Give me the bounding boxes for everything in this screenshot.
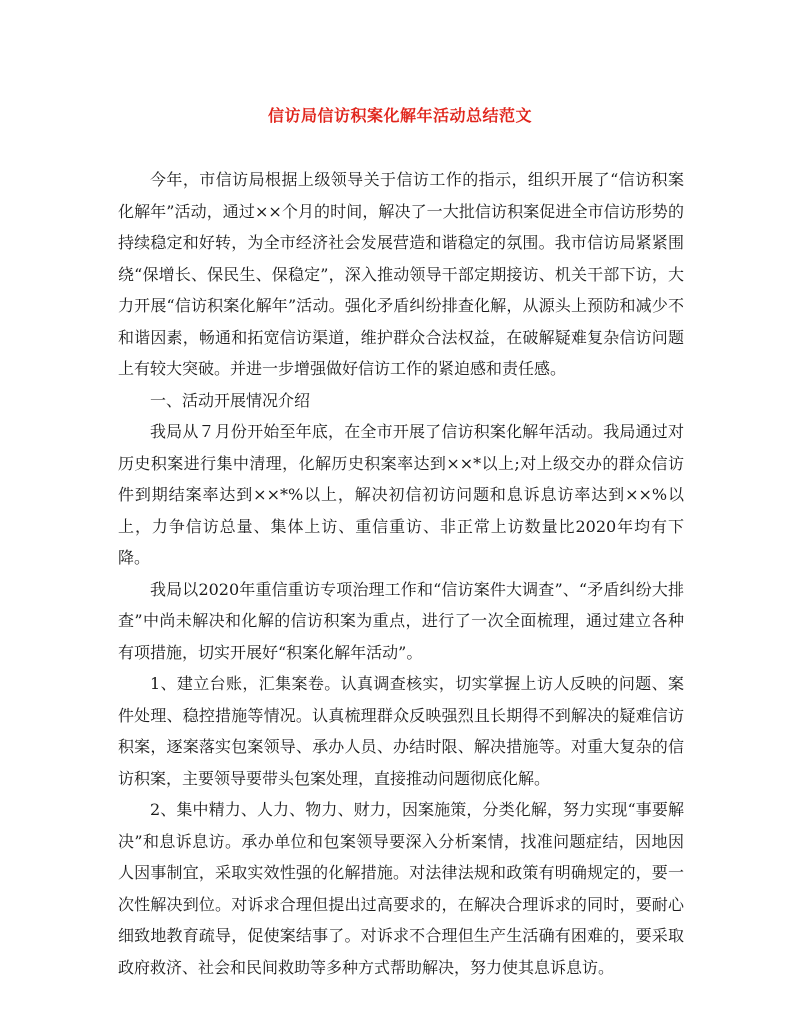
document-title: 信访局信访积案化解年活动总结范文 <box>267 106 532 125</box>
paragraph-activity: 我局从７月份开始至年底，在全市开展了信访积案化解年活动。我局通过对历史积案进行集中清理，化解历史积案率达到××*以上;对上级交办的群众信访件到期结案率达到××*%以上，解决初信初访问题和息诉息访率达到××%以上，力争信访总量、集体上访、重信重访、非正常上访数量比2020年均有下降。 <box>118 422 684 567</box>
section-heading: 一、活动开展情况介绍 <box>150 390 311 410</box>
paragraph-intro: 今年，市信访局根据上级领导关于信访工作的指示，组织开展了“信访积案化解年”活动，通过××个月的时间，解决了一大批信访积案促进全市信访形势的持续稳定和好转，为全市经济社会发展营造和谐稳定的氛围。我市信访局紧紧围绕“保增长、保民生、保稳定”，深入推动领导干部定期接访、机关干部下访，大力开展“信访积案化解年”活动。强化矛盾纠纷排查化解，从源头上预防和减少不和谐因素，畅通和拓宽信访渠道，维护群众合法权益，在破解疑难复杂信访问题上有较大突破。并进一步增强做好信访工作的紧迫感和责任感。 <box>118 170 684 378</box>
document-body <box>118 164 684 983</box>
paragraph-item-1: 1、建立台账，汇集案卷。认真调查核实，切实掌握上访人反映的问题、案件处理、稳控措施等情况。认真梳理群众反映强烈且长期得不到解决的疑难信访积案，逐案落实包案领导、承办人员、办结时限、解决措施等。对重大复杂的信访积案，主要领导要带头包案处理，直接推动问题彻底化解。 <box>118 674 684 788</box>
paragraph-focus: 我局以2020年重信重访专项治理工作和“信访案件大调查”、“矛盾纠纷大排查”中尚未解决和化解的信访积案为重点，进行了一次全面梳理，通过建立各种有项措施，切实开展好“积案化解年活动”。 <box>118 579 684 662</box>
paragraph-item-2: 2、集中精力、人力、物力、财力，因案施策，分类化解，努力实现“事要解决”和息诉息访。承办单位和包案领导要深入分析案情，找准问题症结，因地因人因事制宜，采取实效性强的化解措施。对法律法规和政策有明确规定的，要一次性解决到位。对诉求合理但提出过高要求的，在解决合理诉求的同时，要耐心细致地教育疏导，促使案结事了。对诉求不合理但生产生活确有困难的，要采取政府救济、社会和民间救助等多种方式帮助解决，努力使其息诉息访。 <box>118 800 684 977</box>
